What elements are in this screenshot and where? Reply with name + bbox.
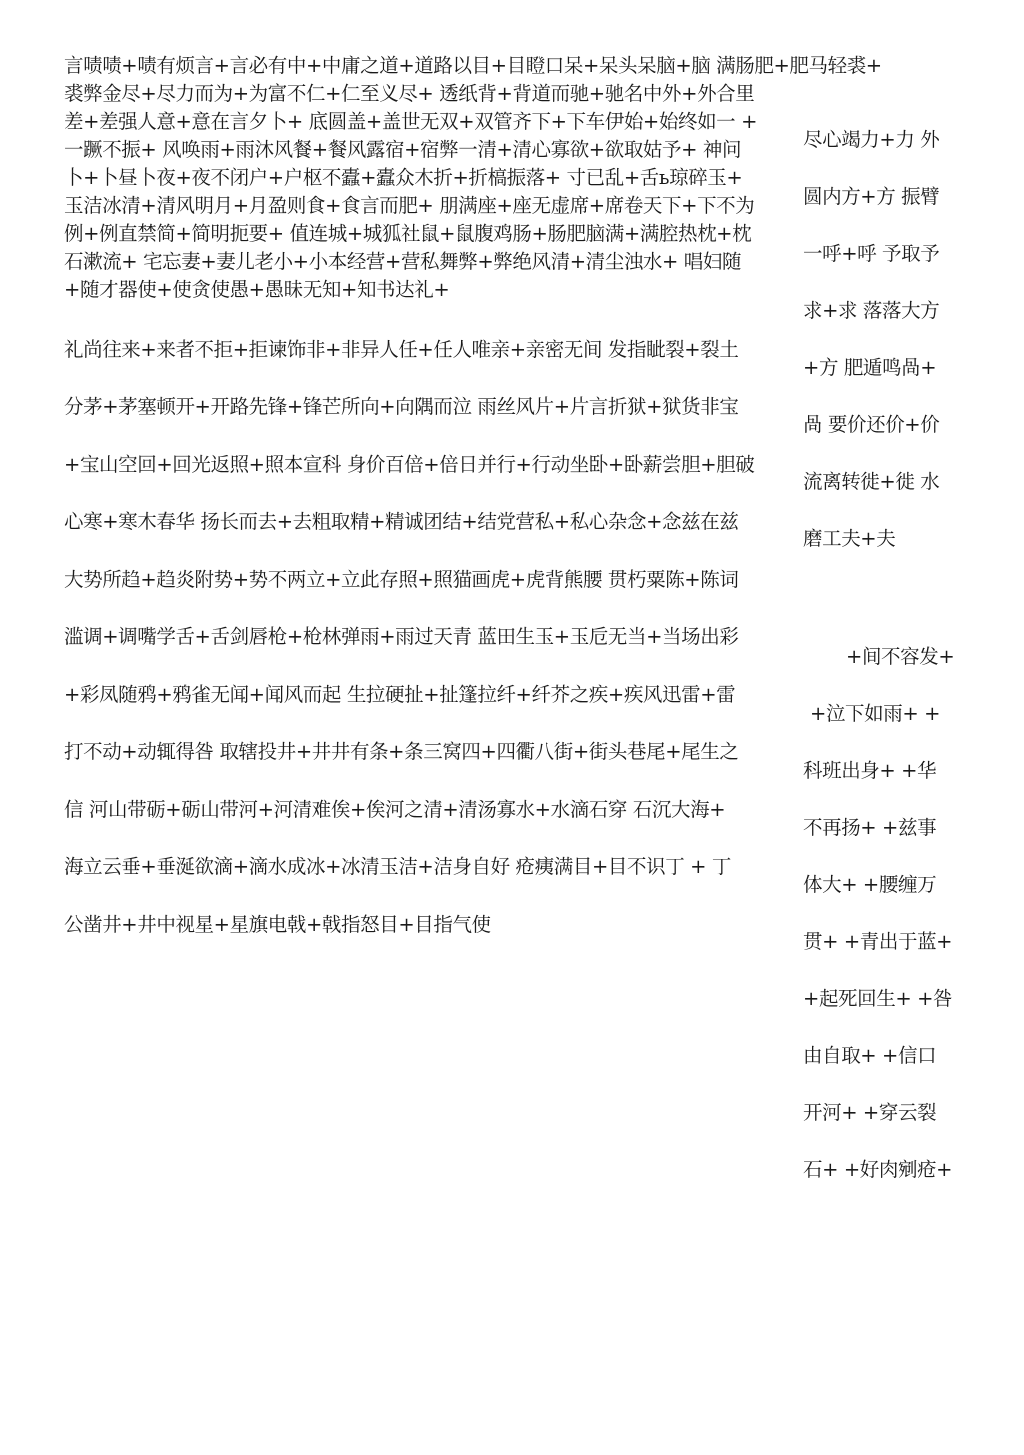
text-line: +方 肥遁鸣咼+	[803, 356, 937, 379]
text-line: +间不容发+	[846, 645, 955, 668]
text-line: 尽心竭力+力 外	[803, 128, 940, 151]
text-line: 信 河山带砺+砺山带河+河清难俟+俟河之清+清汤寡水+水滴石穿 石沉大海+	[64, 798, 726, 821]
text-line: +起死回生+ +咎	[803, 987, 953, 1010]
text-line: 玉洁冰清+清风明月+月盈则食+食言而肥+ 朋满座+座无虚席+席卷天下+下不为	[64, 194, 755, 217]
text-line: 打不动+动辄得咎 取辖投井+井井有条+条三窝四+四衢八街+街头巷尾+尾生之	[64, 740, 739, 763]
text-line: 海立云垂+垂涎欲滴+滴水成冰+冰清玉洁+洁身自好 疮痍满目+目不识丁 + 丁	[64, 855, 731, 878]
text-line: +泣下如雨+ +	[810, 702, 941, 725]
text-line: 不再扬+ +兹事	[803, 816, 937, 839]
text-line: 求+求 落落大方	[803, 299, 940, 322]
text-line: 由自取+ +信口	[803, 1044, 937, 1067]
text-line: 科班出身+ +华	[803, 759, 937, 782]
text-line: 圆内方+方 振臂	[803, 185, 940, 208]
text-line: 石+ +好肉剜疮+	[803, 1158, 953, 1181]
text-line: 磨工夫+夫	[803, 527, 896, 550]
text-line: 石漱流+ 宅忘妻+妻儿老小+小本经营+营私舞弊+弊绝风清+清尘浊水+ 唱妇随	[64, 250, 742, 273]
text-line: +彩凤随鸦+鸦雀无闻+闻风而起 生拉硬扯+扯篷拉纤+纤芥之疾+疾风迅雷+雷	[64, 683, 736, 706]
text-line: 滥调+调嘴学舌+舌剑唇枪+枪林弹雨+雨过天青 蓝田生玉+玉卮无当+当场出彩	[64, 625, 739, 648]
text-line: 差+差强人意+意在言夕卜+ 底圆盖+盖世无双+双管齐下+下车伊始+始终如一 +	[64, 110, 758, 133]
text-line: 一呼+呼 予取予	[803, 242, 940, 265]
text-line: 大势所趋+趋炎附势+势不两立+立此存照+照猫画虎+虎背熊腰 贯朽粟陈+陈词	[64, 568, 739, 591]
text-line: 卜+卜昼卜夜+夜不闭户+户枢不蠹+蠹众木折+折槁振落+ 寸已乱+舌ь琼碎玉+	[64, 166, 743, 189]
text-line: 言啧啧+啧有烦言+言必有中+中庸之道+道路以目+目瞪口呆+呆头呆脑+脑 满肠肥+肥马轻裘+	[64, 54, 882, 77]
text-line: 礼尚往来+来者不拒+拒谏饰非+非异人任+任人唯亲+亲密无间 发指眦裂+裂土	[64, 338, 739, 361]
text-line: 流离转徙+徙 水	[803, 470, 940, 493]
text-line: +宝山空回+回光返照+照本宣科 身价百倍+倍日并行+行动坐卧+卧薪尝胆+胆破	[64, 453, 755, 476]
text-line: 公凿井+井中视星+星旗电戟+戟指怒目+目指气使	[64, 913, 491, 936]
text-line: 裘弊金尽+尽力而为+为富不仁+仁至义尽+ 透纸背+背道而驰+驰名中外+外合里	[64, 82, 755, 105]
text-line: 一蹶不振+ 风唤雨+雨沐风餐+餐风露宿+宿弊一清+清心寡欲+欲取姑予+ 神问	[64, 138, 742, 161]
text-line: 分茅+茅塞顿开+开路先锋+锋芒所向+向隅而泣 雨丝风片+片言折狱+狱货非宝	[64, 395, 739, 418]
text-line: 开河+ +穿云裂	[803, 1101, 937, 1124]
text-line: 贯+ +青出于蓝+	[803, 930, 953, 953]
text-line: +随才器使+使贪使愚+愚昧无知+知书达礼+	[64, 278, 450, 301]
text-line: 体大+ +腰缠万	[803, 873, 937, 896]
text-line: 咼 要价还价+价	[803, 413, 940, 436]
text-line: 例+例直禁简+简明扼要+ 值连城+城狐社鼠+鼠腹鸡肠+肠肥脑满+满腔热枕+枕	[64, 222, 752, 245]
text-line: 心寒+寒木春华 扬长而去+去粗取精+精诚团结+结党营私+私心杂念+念兹在兹	[64, 510, 739, 533]
